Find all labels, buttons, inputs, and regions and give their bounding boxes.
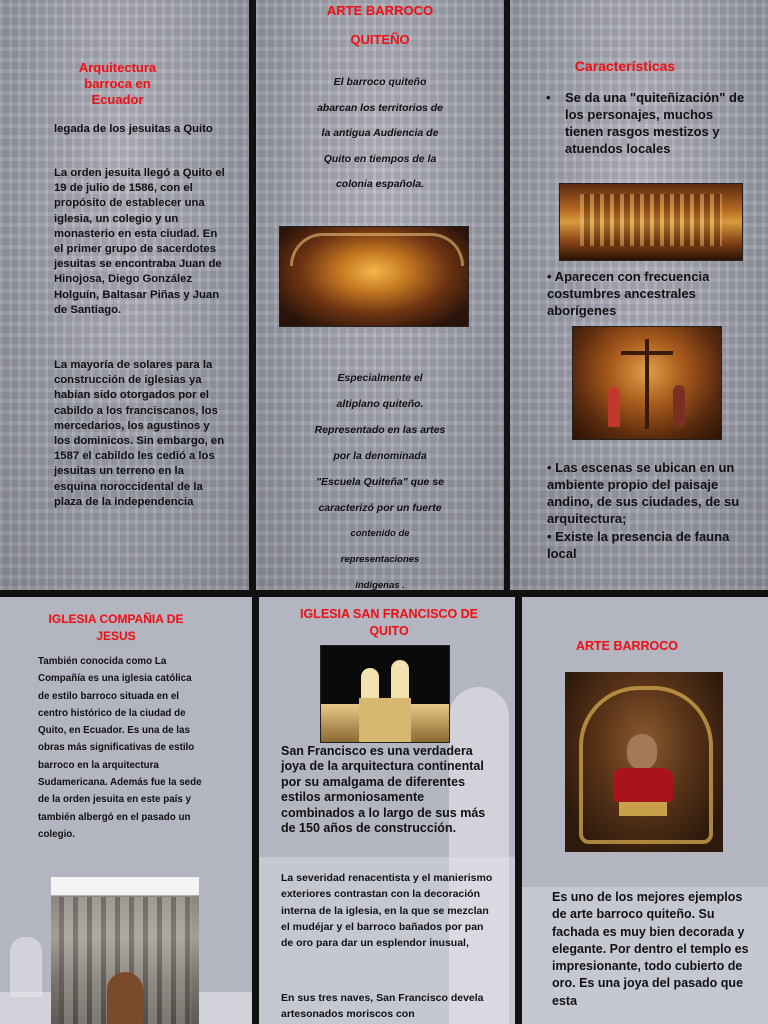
panel-arte-barroco-quiteno — [256, 0, 504, 590]
compania-facade-photo — [51, 877, 199, 1024]
panel-title: ARTE BARROCO — [575, 639, 679, 653]
line: representaciones — [340, 554, 420, 565]
paragraph: La severidad renacentista y el manierismo exteriores contrastan con la decoración interna de la iglesia, en la que se mezclan el mudéjar y el barroco bañados por pan de oro para dar un esplendor inusual, — [281, 872, 493, 950]
body-text: Es uno de los mejores ejemplos de arte barroco quiteño. Su fachada es muy bien decorada y elegante. Por dentro el templo es impresionante, todo cubierto de oro. Es una joya del pasado que esta — [552, 890, 749, 1008]
jesus-sculpture-photo — [565, 672, 723, 852]
bullet-item: • Aparecen con frecuencia costumbres ancestrales aborígenes — [547, 269, 710, 318]
panel-title: Arquitectura barroca en Ecuador — [78, 60, 157, 107]
paragraph: La orden jesuita llegó a Quito el 19 de julio de 1586, con el propósito de establecer una iglesia, un colegio y un monasterio en esta ciudad. En el primer grupo de sacerdotes jesuitas se encontraba Juan de Hinojosa, Diego González Holguín, Baltasar Piñas y Juan de Santiago. — [54, 167, 225, 316]
bullet-item: • Existe la presencia de fauna local — [547, 529, 730, 561]
tower-silhouette — [10, 937, 42, 997]
altar-photo — [559, 183, 743, 261]
panel-iglesia-san-francisco — [259, 597, 515, 1024]
paragraph: San Francisco es una verdadera joya de la arquitectura continental por su amalgama de diferentes estilos armoniosamente combinados a lo largo de sus más de 150 años de construcción. — [281, 744, 486, 836]
line: altiplano quiteño. — [336, 398, 424, 410]
line: "Escuela Quiteña" que se — [316, 476, 444, 488]
paragraph: legada de los jesuitas a Quito — [54, 123, 213, 135]
bullet-item: • Las escenas se ubican en un ambiente propio del paisaje andino, de sus ciudades, de su arquitectura; — [547, 460, 740, 526]
line: indígenas . — [355, 580, 405, 590]
intro-text — [256, 70, 504, 198]
body-text — [256, 365, 504, 590]
church-interior-photo — [279, 226, 469, 327]
panel-caracteristicas — [510, 0, 768, 590]
panel-iglesia-compania — [0, 597, 252, 1024]
san-francisco-night-photo — [320, 645, 450, 743]
crucifix-altar-photo — [572, 326, 722, 440]
line: la antigua Audiencia de — [321, 127, 439, 139]
line: contenido de — [350, 528, 410, 539]
panel-arte-barroco — [522, 597, 768, 1024]
line: caracterizó por un fuerte — [318, 502, 442, 514]
bullet-marker: • — [546, 90, 551, 105]
body-text: También conocida como La Compañía es una iglesia católica de estilo barroco situada en el centro histórico de la ciudad de Quito, en Ecuador. Es una de las obras más significativas de estilo barroco en la arquitectura Sudamericana. Además fue la sede de la orden jesuita en este país y también albergó en el pasado un colegio. — [38, 656, 202, 840]
line: por la denominada — [333, 450, 427, 462]
panel-title: Características — [574, 58, 676, 74]
line: abarcan los territorios de — [316, 101, 444, 114]
bullet-text: Se da una "quiteñización" de los personajes, muchos tienen rasgos mestizos y atuendos locales — [565, 90, 745, 156]
panel-arquitectura-barroca — [0, 0, 249, 590]
line: Representado en las artes — [314, 424, 446, 436]
paragraph: La mayoría de solares para la construcción de iglesias ya habían sido otorgados por el cabildo a los franciscanos, los mercedarios, los agustinos y los dominicos. Sin embargo, en 1587 el cabildo les cedió a los jesuitas un terreno en la esquina noroccidental de la plaza de la independencia — [54, 359, 225, 508]
line: Especialmente el — [337, 372, 423, 384]
panel-title: IGLESIA SAN FRANCISCO DE QUITO — [299, 607, 479, 638]
line: El barroco quiteño — [333, 76, 427, 88]
line: Quito en tiempos de la — [323, 152, 437, 165]
panel-title: IGLESIA COMPAÑIA DE JESUS — [48, 612, 184, 643]
panel-title: QUITEÑO — [350, 32, 410, 47]
line: colonia española. — [335, 178, 425, 190]
panel-title: ARTE BARROCO — [326, 3, 434, 18]
bullet-item — [546, 89, 746, 157]
paragraph: En sus tres naves, San Francisco devela artesonados moriscos con — [281, 992, 484, 1021]
